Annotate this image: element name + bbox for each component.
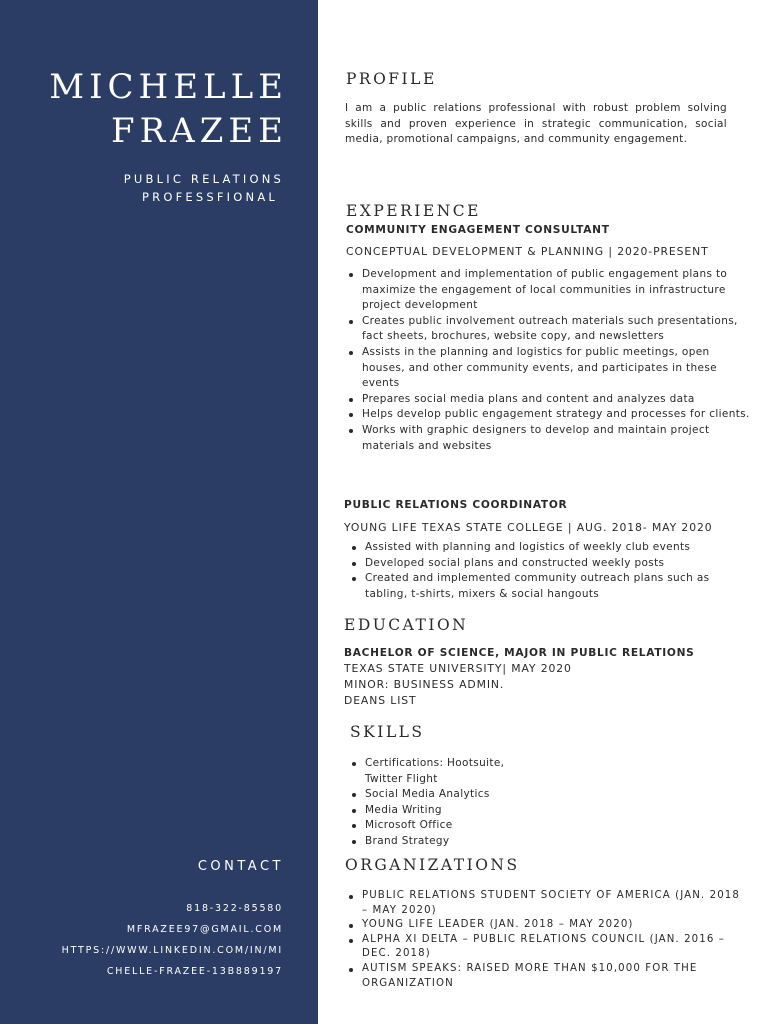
list-item: Developed social plans and constructed weekly posts [365,556,745,572]
list-item: Creates public involvement outreach materials such presentations, fact sheets, brochures, website copy, and newsletters [362,314,756,345]
job-title: COMMUNITY ENGAGEMENT CONSULTANT [346,224,610,236]
job-role-line-1: PUBLIC RELATIONS [123,172,284,186]
list-item: Assists in the planning and logistics for public meetings, open houses, and other community events, and participates in these events [362,345,756,392]
contact-email[interactable]: MFRAZEE97@GMAIL.COM [126,924,283,935]
contact-heading: CONTACT [197,859,284,874]
list-item: AUTISM SPEAKS: RAISED MORE THAN $10,000 FOR THE ORGANIZATION [362,962,747,991]
education-heading: EDUCATION [344,616,469,634]
list-item: Social Media Analytics [365,787,535,803]
job-meta: YOUNG LIFE TEXAS STATE COLLEGE | AUG. 2018- MAY 2020 [344,521,713,534]
last-name: FRAZEE [110,111,288,151]
education-degree: BACHELOR OF SCIENCE, MAJOR IN PUBLIC RELATIONS [344,647,695,659]
list-item: Media Writing [365,803,535,819]
list-item: Certifications: Hootsuite, Twitter Flight [365,756,535,787]
contact-linkedin-line-2[interactable]: CHELLE-FRAZEE-13B889197 [106,966,283,977]
skills-heading: SKILLS [350,723,425,741]
experience-heading: EXPERIENCE [346,202,481,220]
list-item: Helps develop public engagement strategy and processes for clients. [362,407,756,423]
list-item: Prepares social media plans and content and analyzes data [362,392,756,408]
contact-phone: 818-322-85580 [186,903,283,914]
list-item: Assisted with planning and logistics of weekly club events [365,540,745,556]
education-school: TEXAS STATE UNIVERSITY| MAY 2020 [344,662,572,675]
organizations-heading: ORGANIZATIONS [345,856,520,874]
main-content [318,0,768,1024]
job-bullets [344,267,756,454]
list-item: ALPHA XI DELTA – PUBLIC RELATIONS COUNCIL (JAN. 2016 – DEC. 2018) [362,933,747,962]
job-bullets [347,540,745,602]
list-item: Microsoft Office [365,818,535,834]
sidebar [0,0,318,1024]
education-minor: MINOR: BUSINESS ADMIN. [344,678,505,691]
skills-list [347,756,535,850]
first-name: MICHELLE [49,67,288,107]
profile-text: I am a public relations professional with robust problem solving skills and proven experience in strategic communication, social media, promotional campaigns, and community engagement. [345,102,727,146]
list-item: Brand Strategy [365,834,535,850]
profile-heading: PROFILE [346,70,437,88]
list-item: Development and implementation of public engagement plans to maximize the engagement of local communities in infrastructure project development [362,267,756,314]
job-meta: CONCEPTUAL DEVELOPMENT & PLANNING | 2020-PRESENT [346,245,709,258]
list-item: PUBLIC RELATIONS STUDENT SOCIETY OF AMERICA (JAN. 2018 – MAY 2020) [362,889,747,918]
list-item: Created and implemented community outreach plans such as tabling, t-shirts, mixers & social hangouts [365,571,745,602]
list-item: Works with graphic designers to develop and maintain project materials and websites [362,423,756,454]
list-item: YOUNG LIFE LEADER (JAN. 2018 – MAY 2020) [362,918,747,933]
job-title: PUBLIC RELATIONS COORDINATOR [344,499,568,511]
education-honors: DEANS LIST [344,694,417,707]
job-role-line-2: PROFESSFIONAL [142,190,278,204]
organizations-list [344,889,747,991]
contact-linkedin-line-1[interactable]: HTTPS://WWW.LINKEDIN.COM/IN/MI [61,945,283,956]
